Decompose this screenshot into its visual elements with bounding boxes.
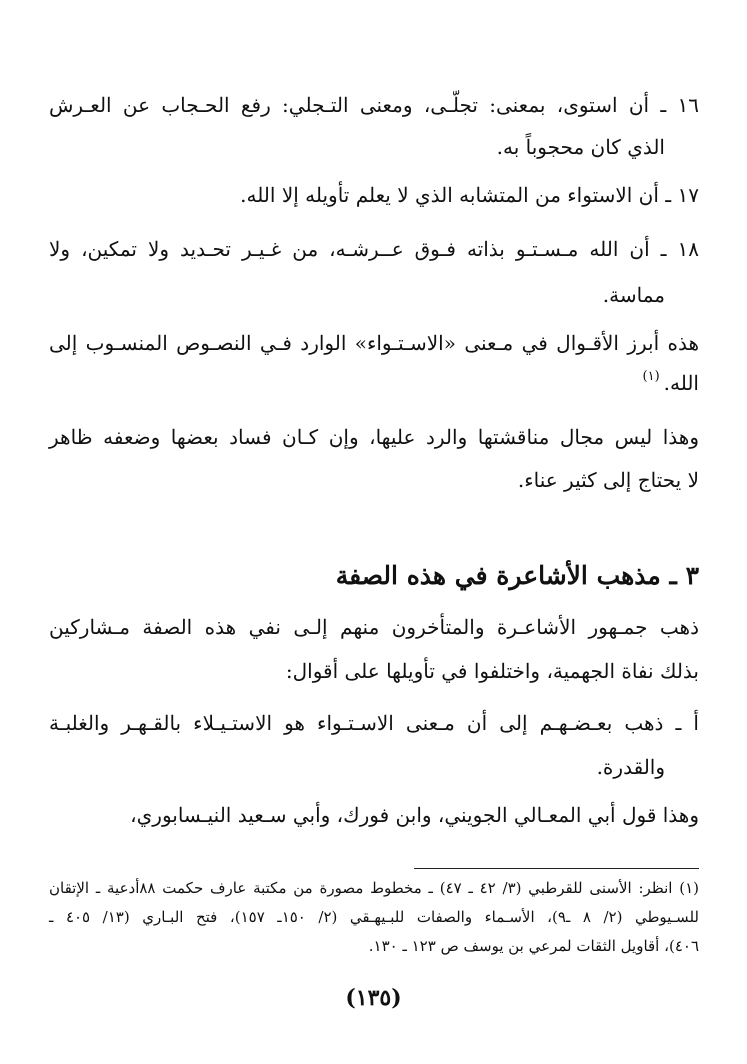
text-line-16: ١٦ ـ أن استوى، بمعنى: تجلّـى، ومعنى التـجلي: رفع الحـجاب عن العـرش	[49, 93, 699, 117]
text-line-16-cont: الذي كان محجوباً به.	[496, 135, 665, 159]
paragraph-discussion-line-1: وهذا ليس مجال مناقشتها والرد عليها، وإن كـان فساد بعضها وضعفه ظاهر	[49, 425, 699, 449]
footnote-line-2: للسـيوطي (٢/ ٨ ـ٩)، الأسـماء والصفات للبـيهـقي (٢/ ١٥٠ـ ١٥٧)، فتح البـاري (١٣/ ٤٠٥ ـ	[49, 908, 699, 926]
summary-end-text: الله.	[663, 371, 699, 395]
section-line-2: بذلك نفاة الجهمية، واختلفوا في تأويلها على أقوال:	[285, 659, 699, 683]
section-line-a-cont: والقدرة.	[596, 755, 665, 779]
section-line-a: أ ـ ذهب بعـضـهـم إلى أن مـعنى الاسـتـواء هو الاستـيـلاء بالقـهـر والغلبـة	[49, 711, 699, 735]
paragraph-discussion-line-2: لا يحتاج إلى كثير عناء.	[517, 468, 699, 492]
footnote-line-1: (١) انظر: الأسنى للقرطبي (٣/ ٤٢ ـ ٤٧) ـ مخطوط مصورة من مكتبة عارف حكمت ٨٨أدعية ـ الإتقان	[49, 879, 699, 897]
paragraph-summary-line-1: هذه أبرز الأقـوال في مـعنى «الاسـتـواء» الوارد فـي النصـوص المنسـوب إلى	[49, 331, 699, 355]
section-line-last: وهذا قول أبي المعـالي الجويني، وابن فورك، وأبي سـعيد النيـسابوري،	[130, 803, 699, 827]
page-number: (١٣٥)	[345, 985, 402, 1011]
footnote-divider	[414, 868, 699, 869]
text-line-17: ١٧ ـ أن الاستواء من المتشابه الذي لا يعلم تأويله إلا الله.	[240, 183, 699, 207]
section-line-1: ذهب جمـهور الأشاعـرة والمتأخرون منهم إلـى نفي هذه الصفة مـشاركين	[49, 615, 699, 639]
footnote-marker: (١)	[642, 369, 660, 384]
text-line-18-cont: مماسة.	[602, 283, 665, 307]
section-heading: ٣ ـ مذهب الأشاعرة في هذه الصفة	[335, 561, 699, 590]
footnote-line-3: ٤٠٦)، أقاويل الثقات لمرعي بن يوسف ص ١٢٣ ـ ١٣٠.	[368, 937, 699, 955]
text-line-18: ١٨ ـ أن الله مـسـتـو بذاته فـوق عــرشـه، من غـيـر تحـديد ولا تمكين، ولا	[49, 237, 699, 261]
paragraph-summary-line-2	[49, 368, 699, 402]
